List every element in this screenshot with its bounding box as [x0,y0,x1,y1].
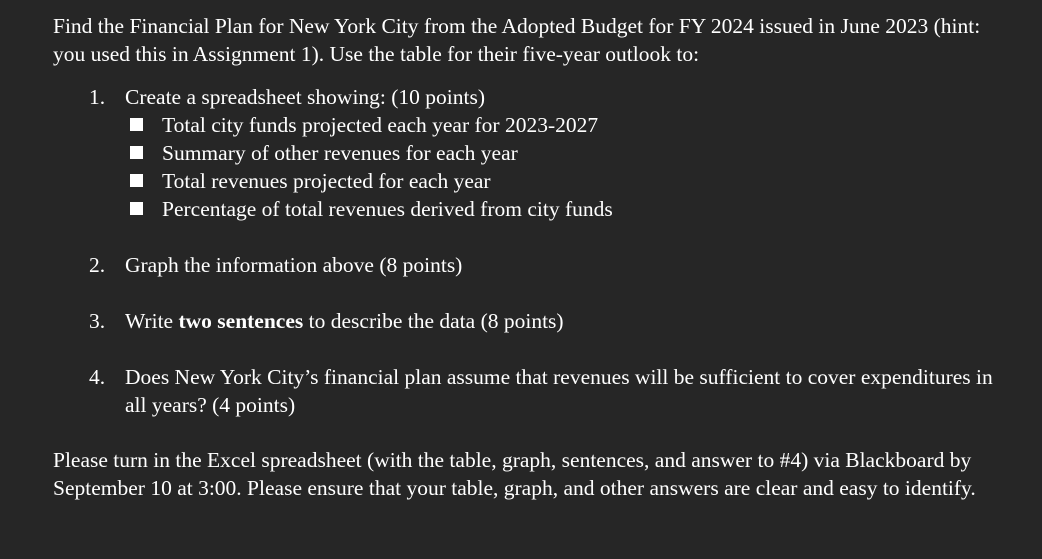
list-item [125,167,1013,195]
list-item [125,195,1013,223]
task-4 [53,363,1013,419]
task-3-text-before: Write [125,309,179,333]
square-bullet-icon [130,146,143,159]
list-item [125,139,1013,167]
task-3-text-bold: two sentences [178,309,304,333]
square-bullet-icon [130,202,143,215]
square-bullet-icon [130,118,143,131]
task-1-bullet-list [125,111,1013,223]
closing-paragraph: Please turn in the Excel spreadsheet (with the table, graph, sentences, and answer to #4) via Blackboard by September 10 at 3:00. Please ensure that your table, graph, and other answers are clear and easy to identify. [53,448,976,500]
bullet-text: Percentage of total revenues derived from city funds [162,197,613,221]
bullet-text: Summary of other revenues for each year [162,141,518,165]
task-4-number: 4. [89,365,106,389]
task-3-text-after: to describe the data (8 points) [303,309,564,333]
task-3 [53,307,1013,335]
task-3-text [125,307,1013,335]
bullet-text: Total city funds projected each year for 2023-2027 [162,113,599,137]
intro-paragraph: Find the Financial Plan for New York City from the Adopted Budget for FY 2024 issued in June 2023 (hint: you used this in Assignment 1). Use the table for their five-year outlook to: [53,14,981,66]
assignment-document [53,12,1013,502]
task-4-text: Does New York City’s financial plan assume that revenues will be sufficient to cover expenditures in all years? (4 points) [125,365,993,417]
task-1 [53,83,1013,223]
task-2-text: Graph the information above (8 points) [125,253,463,277]
square-bullet-icon [130,174,143,187]
task-2 [53,251,1013,279]
task-3-number: 3. [89,309,106,333]
list-item [125,111,1013,139]
task-1-text: Create a spreadsheet showing: (10 points) [125,85,486,109]
task-1-number: 1. [89,85,106,109]
bullet-text: Total revenues projected for each year [162,169,491,193]
task-2-number: 2. [89,253,106,277]
